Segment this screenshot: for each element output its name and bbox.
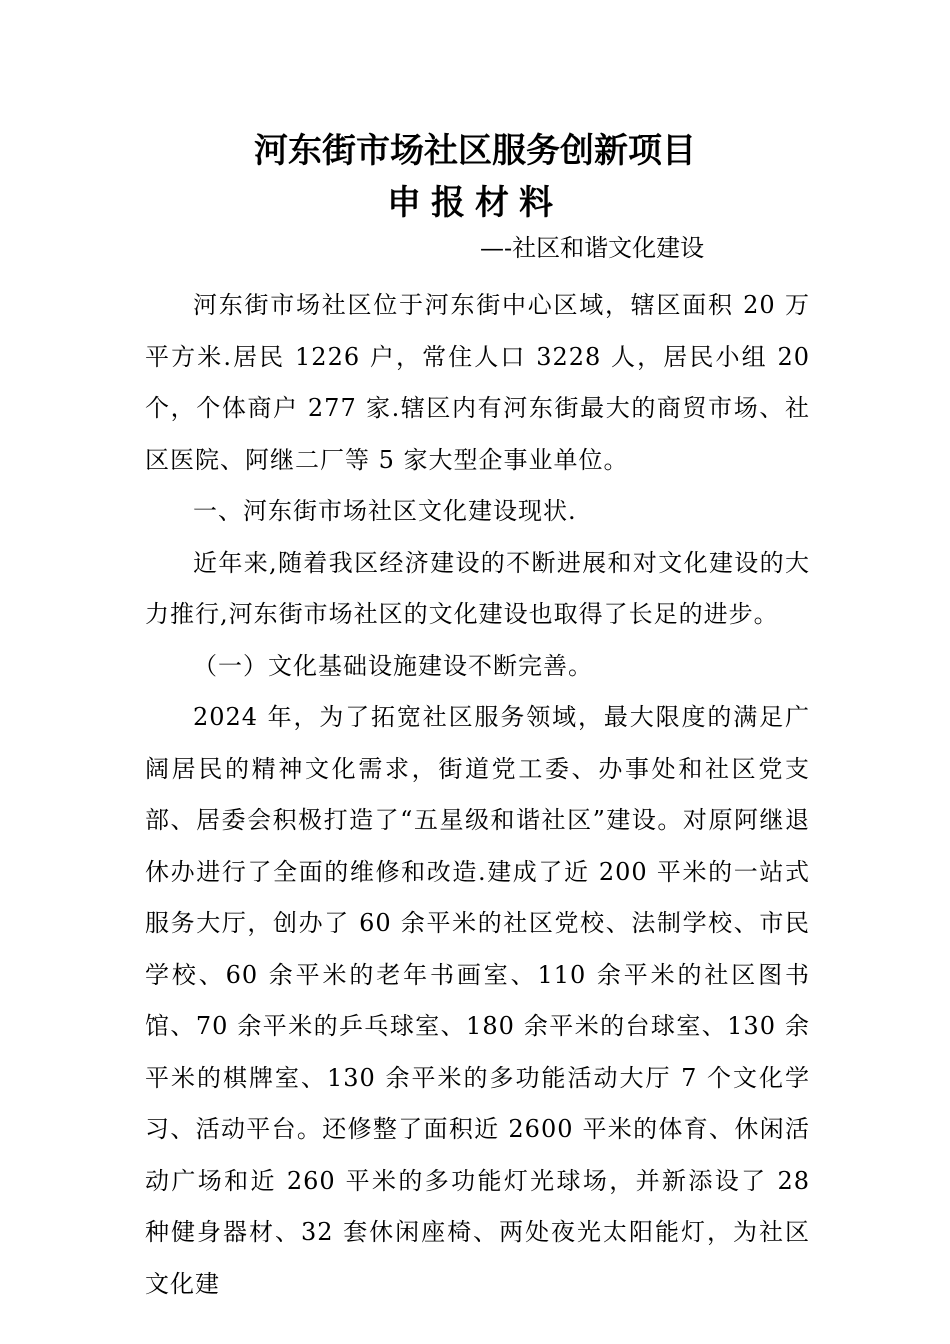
paragraph-facilities: 2024 年，为了拓宽社区服务领域，最大限度的满足广阔居民的精神文化需求，街道党工委、办事处和社区党支部、居委会积极打造了“五星级和谐社区”建设。对原阿继退休办进行了全面的维修和改造.建成了近 200 平米的一站式服务大厅，创办了 60 余平米的社区党校、法制学校、市民学校、60 余平米的老年书画室、110 余平米的社区图书馆、70 余平米的乒乓球室、180 余平米的台球室、130 余平米的棋牌室、130 余平米的多功能活动大厅 7 个文化学习、活动平台。还修整了面积近 2600 平米的体育、休闲活动广场和近 260 平米的多功能灯光球场，并新添设了 28 种健身器材、32 套休闲座椅、两处夜光太阳能灯，为社区文化建 <box>145 703 810 1298</box>
document-subtitle: —-社区和谐文化建设 <box>480 234 705 262</box>
document-title-line2: 申报材料 <box>387 183 563 223</box>
document-title: 河东街市场社区服务创新项目 <box>254 131 696 171</box>
section-heading-1: 一、河东街市场社区文化建设现状. <box>193 497 577 525</box>
paragraph-overview: 河东街市场社区位于河东街中心区域，辖区面积 20 万平方米.居民 1226 户，常住人口 3228 人，居民小组 20 个，个体商户 277 家.辖区内有河东街最大的商贸市场、社区医院、阿继二厂等 5 家大型企事业单位。 <box>145 291 810 474</box>
subsection-heading-1: （一）文化基础设施建设不断完善。 <box>193 651 593 680</box>
document-body <box>145 280 810 1310</box>
paragraph-recent-years: 近年来,随着我区经济建设的不断进展和对文化建设的大力推行,河东街市场社区的文化建设也取得了长足的进步。 <box>145 548 810 628</box>
